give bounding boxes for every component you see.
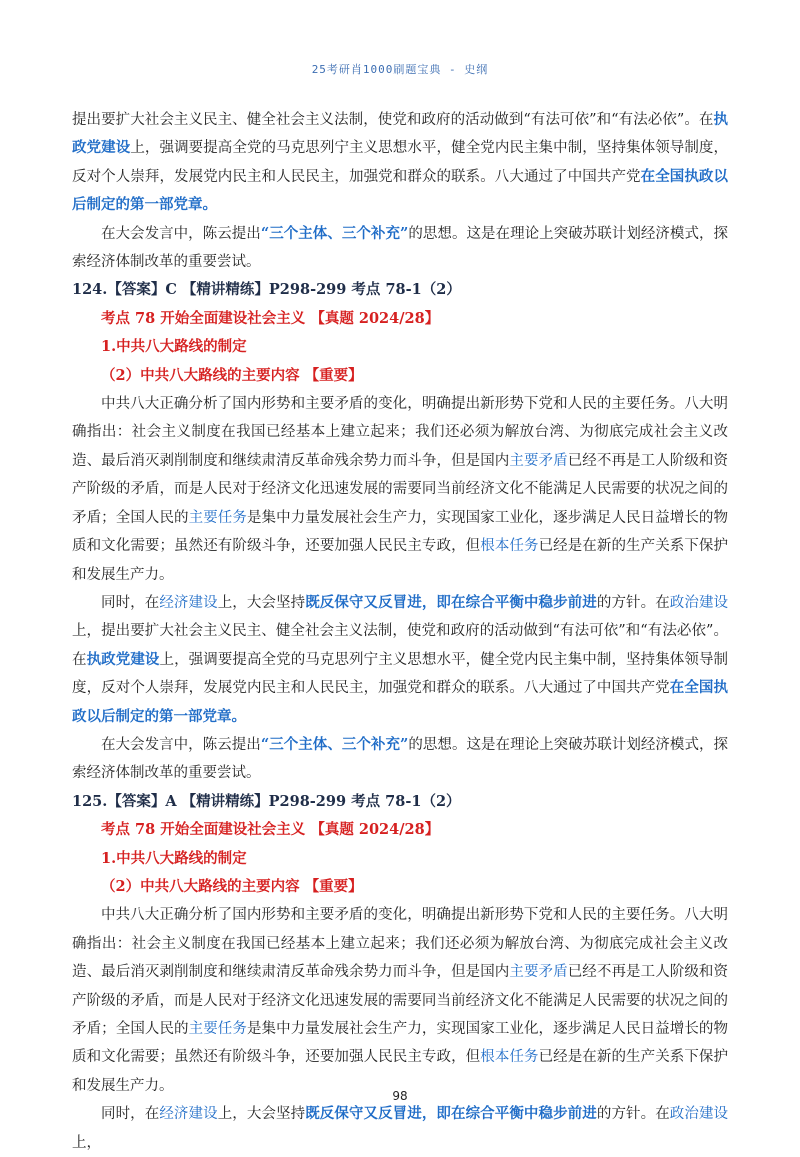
text-run: 上，强调要提高全党的马克思列宁主义思想水平，健全党内民主集中制，坚持集体领导制度，反对个人崇拜，发展党内民主和人民民主，加强党和群众的联系。八大通过了中国共产党 [72,651,729,697]
running-header: 25考研肖1000刷题宝典 - 史纲 [311,63,489,76]
subsection-heading: （2）中共八大路线的主要内容 【重要】 [101,366,363,384]
text-run: 在大会发言中，陈云提出 [101,736,261,753]
highlighted-text: 政治建设 [669,594,729,611]
highlighted-text: 执政党建设 [86,650,160,668]
text-run: 上，大会坚持 [217,1106,306,1123]
text-run: 已经是在新的生产关系下保护和发展生产力。 [72,538,729,583]
paragraph [72,390,728,589]
paragraph [72,589,728,731]
highlighted-text: 执政党建设 [72,111,728,157]
text-run: 上，大会坚持 [217,594,306,611]
text-run: 同时，在 [101,1106,160,1123]
question-heading: 125.【答案】A 【精讲精练】P298-299 考点 78-1（2） [72,792,461,810]
subsection-heading: （2）中共八大路线的主要内容 【重要】 [101,877,363,895]
page-number: 98 [392,1089,408,1103]
paragraph [72,731,728,788]
kaodian-heading: 考点 78 开始全面建设社会主义 【真题 2024/28】 [101,309,440,327]
paragraph [72,901,728,1100]
text-run: 提出要扩大社会主义民主、健全社会主义法制，使党和政府的活动做到“有法可依”和“有法必依”。在 [72,112,714,128]
highlighted-text: 既反保守又反冒进，即在综合平衡中稳步前进 [305,1105,597,1123]
paragraph [72,1100,728,1157]
text-run: 的思想。这是在理论上突破苏联计划经济模式，探索经济体制改革的重要尝试。 [72,736,729,782]
highlighted-text: 主要矛盾 [509,452,568,469]
highlighted-text: 根本任务 [480,538,539,555]
highlighted-text: “三个主体、三个补充” [260,735,409,753]
paragraph [72,220,728,277]
highlighted-text: 既反保守又反冒进，即在综合平衡中稳步前进 [305,593,597,611]
text-run: 上， [72,1134,101,1151]
paragraph [72,106,728,220]
text-run: 已经不再是工人阶级和资产阶级的矛盾，而是人民对于经济文化迅速发展的需要同当前经济文化不能满足人民需要的状况之间的矛盾；全国人民的 [72,964,729,1037]
text-run: 的思想。这是在理论上突破苏联计划经济模式，探索经济体制改革的重要尝试。 [72,225,729,271]
highlighted-text: 经济建设 [159,594,218,611]
question-heading: 124.【答案】C 【精讲精练】P298-299 考点 78-1（2） [72,281,461,299]
text-run: 上，提出要扩大社会主义民主、健全社会主义法制，使党和政府的活动做到“有法可依”和“有法必依”。在 [72,623,728,668]
text-run: 已经不再是工人阶级和资产阶级的矛盾，而是人民对于经济文化迅速发展的需要同当前经济文化不能满足人民需要的状况之间的矛盾；全国人民的 [72,452,729,526]
highlighted-text: 在全国执政以后制定的第一部党章。 [72,167,729,214]
text-run: 中共八大正确分析了国内形势和主要矛盾的变化，明确提出新形势下党和人民的主要任务。八大明确指出：社会主义制度在我国已经基本上建立起来；我们还必须为解放台湾、为彻底完成社会主义改造、最后消灭剥削制度和继续肃清反革命残余势力而斗争，但是国内 [72,907,728,981]
highlighted-text: 经济建设 [159,1106,218,1123]
highlighted-text: “三个主体、三个补充” [260,224,409,242]
highlighted-text: 根本任务 [480,1049,539,1066]
text-run: 中共八大正确分析了国内形势和主要矛盾的变化，明确提出新形势下党和人民的主要任务。八大明确指出：社会主义制度在我国已经基本上建立起来；我们还必须为解放台湾、为彻底完成社会主义改造、最后消灭剥削制度和继续肃清反革命残余势力而斗争，但是国内 [72,396,728,469]
text-run: 的方针。在 [596,594,670,611]
text-run: 在大会发言中，陈云提出 [101,225,261,242]
text-run: 的方针。在 [596,1106,670,1123]
text-run: 已经是在新的生产关系下保护和发展生产力。 [72,1049,729,1094]
text-run: 上，强调要提高全党的马克思列宁主义思想水平，健全党内民主集中制，坚持集体领导制度，反对个人崇拜，发展党内民主和人民民主，加强党和群众的联系。八大通过了中国共产党 [72,140,729,185]
highlighted-text: 政治建设 [669,1106,729,1123]
section-heading: 1.中共八大路线的制定 [101,849,247,867]
text-run: 是集中力量发展社会生产力，实现国家工业化，逐步满足人民日益增长的物质和文化需要；虽然还有阶级斗争，还要加强人民民主专政，但 [72,1021,729,1066]
highlighted-text: 主要任务 [188,1021,247,1037]
highlighted-text: 在全国执政以后制定的第一部党章。 [72,679,729,725]
highlighted-text: 主要矛盾 [509,964,568,981]
section-heading: 1.中共八大路线的制定 [101,338,247,356]
text-run: 是集中力量发展社会生产力，实现国家工业化，逐步满足人民日益增长的物质和文化需要；虽然还有阶级斗争，还要加强人民民主专政，但 [72,509,729,555]
page-content [72,106,728,1157]
text-run: 同时，在 [101,594,160,611]
highlighted-text: 主要任务 [188,509,247,526]
kaodian-heading: 考点 78 开始全面建设社会主义 【真题 2024/28】 [101,821,440,839]
